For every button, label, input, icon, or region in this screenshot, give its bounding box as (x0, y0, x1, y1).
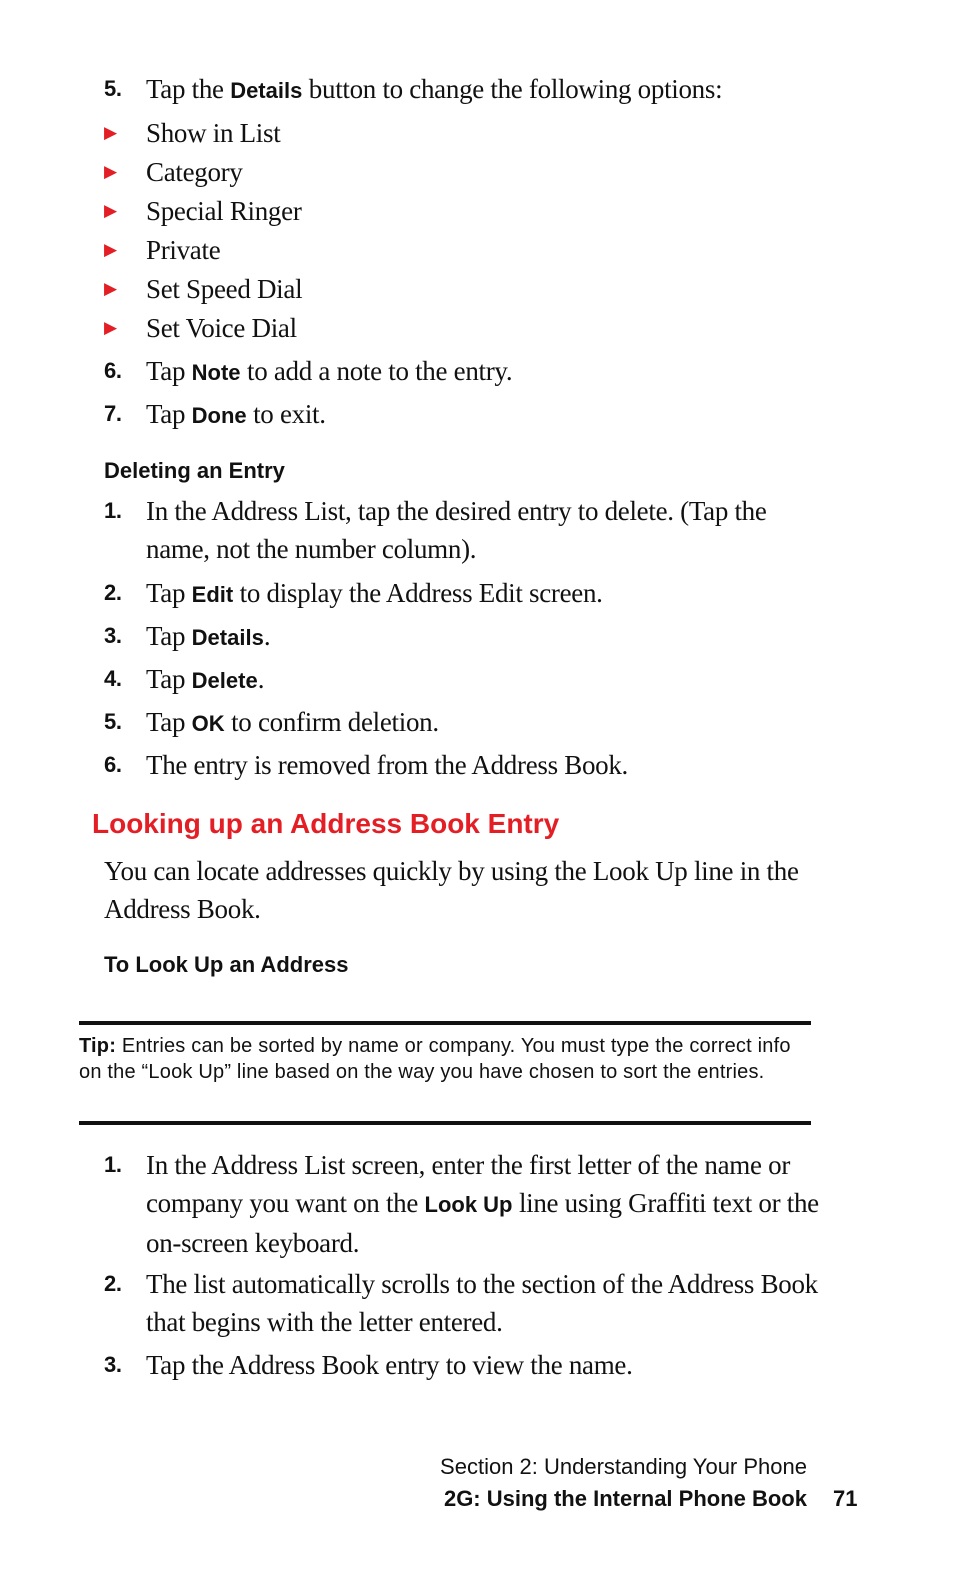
step-text: Tap the Address Book entry to view the name. (146, 1350, 633, 1380)
lookup-step-2 (104, 1265, 824, 1341)
step-number: 6. (104, 752, 122, 777)
details-button-ref: Details (191, 625, 264, 650)
step-text: to display the Address Edit screen. (233, 578, 603, 608)
step-text: Tap (146, 399, 192, 429)
step-number: 2. (104, 1271, 122, 1296)
delete-step-5 (104, 703, 824, 743)
page-number: 71 (833, 1486, 858, 1511)
delete-button-ref: Delete (191, 668, 258, 693)
step-number: 5. (104, 709, 122, 734)
option-item (104, 114, 280, 152)
option-label: Show in List (146, 118, 281, 148)
footer-section: Section 2: Understanding Your Phone (440, 1454, 807, 1479)
step-text: The list automatically scrolls to the section of the Address Book that begins with the letter entered. (146, 1269, 818, 1337)
step-text: Tap (146, 356, 192, 386)
step-number: 1. (104, 1152, 122, 1177)
intro-paragraph: You can locate addresses quickly by using the Look Up line in the Address Book. (104, 856, 799, 924)
step-number: 6. (104, 358, 122, 383)
bullet-arrow-icon: ▶ (104, 123, 117, 142)
footer-chapter: 2G: Using the Internal Phone Book (443, 1486, 807, 1511)
step-text: . (263, 621, 271, 651)
step-text: The entry is removed from the Address Book. (146, 750, 628, 780)
option-item (104, 153, 243, 191)
option-label: Set Speed Dial (146, 274, 303, 304)
step-number: 1. (104, 498, 122, 523)
step-text: Tap (146, 707, 192, 737)
ok-button-ref: OK (191, 711, 225, 736)
tip-box (79, 1021, 811, 1125)
step-text: In the Address List, tap the desired entry to delete. (Tap the name, not the number column). (146, 496, 767, 564)
step-number: 7. (104, 401, 122, 426)
step-number: 4. (104, 666, 122, 691)
step-text: button to change the following options: (302, 74, 723, 104)
option-item (104, 309, 297, 347)
step-7-done (104, 395, 824, 435)
step-6-note (104, 352, 824, 392)
step-number: 3. (104, 1352, 122, 1377)
look-up-line-ref: Look Up (424, 1192, 513, 1217)
option-item (104, 231, 220, 269)
bullet-arrow-icon: ▶ (104, 201, 117, 220)
bullet-arrow-icon: ▶ (104, 279, 117, 298)
step-text: Tap the (146, 74, 231, 104)
delete-step-2 (104, 574, 824, 614)
option-item (104, 270, 302, 308)
step-number: 2. (104, 580, 122, 605)
deleting-entry-heading: Deleting an Entry (104, 458, 285, 483)
done-button-ref: Done (191, 403, 247, 428)
bullet-arrow-icon: ▶ (104, 240, 117, 259)
step-text: . (257, 664, 265, 694)
details-button-ref: Details (230, 78, 303, 103)
bullet-arrow-icon: ▶ (104, 318, 117, 337)
step-text: to confirm deletion. (224, 707, 439, 737)
step-text: Tap (146, 664, 192, 694)
option-item (104, 192, 302, 230)
step-text: line using Graffiti text or the on-screen keyboard. (146, 1188, 819, 1258)
step-number: 3. (104, 623, 122, 648)
option-label: Special Ringer (146, 196, 302, 226)
lookup-step-1 (104, 1146, 824, 1262)
step-text: Tap (146, 621, 192, 651)
delete-step-1 (104, 492, 824, 568)
step-5-details (104, 70, 824, 110)
option-label: Private (146, 235, 221, 265)
option-label: Set Voice Dial (146, 313, 297, 343)
look-up-address-heading: To Look Up an Address (104, 952, 349, 977)
delete-step-6 (104, 746, 824, 784)
step-text: to exit. (246, 399, 326, 429)
step-number: 5. (104, 76, 122, 101)
edit-button-ref: Edit (191, 582, 234, 607)
tip-label: Tip: (79, 1035, 117, 1057)
delete-step-3 (104, 617, 824, 657)
step-text: Tap (146, 578, 192, 608)
step-text: to add a note to the entry. (240, 356, 513, 386)
step-text: In the Address List screen, enter the first letter of the name or company you want on the (146, 1150, 791, 1218)
option-label: Category (146, 157, 243, 187)
delete-step-4 (104, 660, 824, 700)
note-button-ref: Note (191, 360, 241, 385)
section-title: Looking up an Address Book Entry (92, 808, 560, 839)
lookup-step-3 (104, 1346, 824, 1384)
tip-text: Entries can be sorted by name or company. You must type the correct info on the “Look Up” line based on the way you have chosen to sort the entries. (79, 1035, 791, 1083)
bullet-arrow-icon: ▶ (104, 162, 117, 181)
